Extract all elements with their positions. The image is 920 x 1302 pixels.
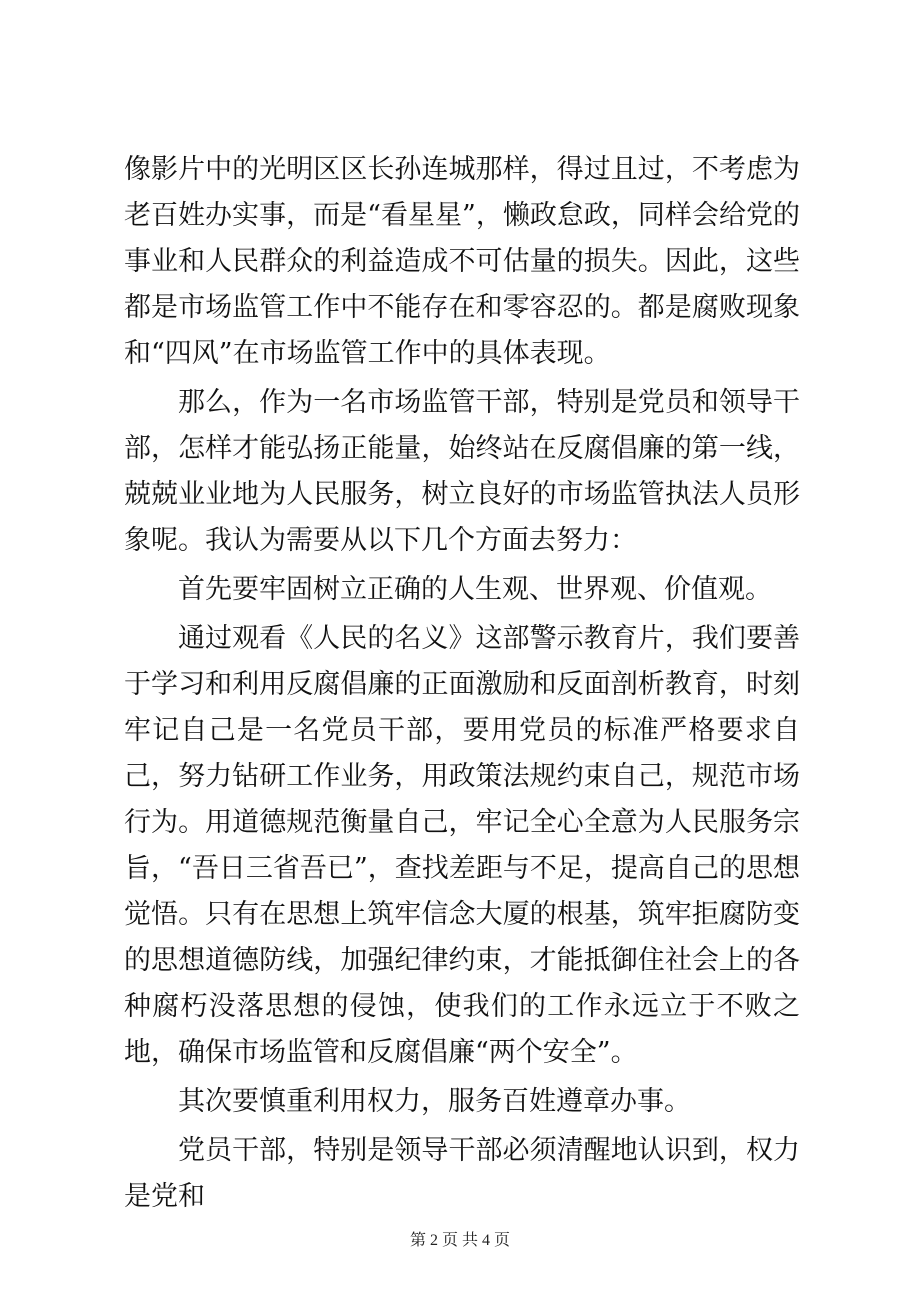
paragraph-1: 像影片中的光明区区长孙连城那样，得过且过，不考虑为老百姓办实事，而是“看星星”，懒政怠政，同样会给党的事业和人民群众的利益造成不可估量的损失。因此，这些都是市场监管工作中不能存在和零容忍的。都是腐败现象和“四风”在市场监管工作中的具体表现。 [124, 154, 800, 369]
document-body [124, 147, 800, 1223]
paragraph-5-heading: 其次要慎重利用权力，服务百姓遵章办事。 [178, 1086, 691, 1117]
page-footer: 第 2 页 共 4 页 [409, 1232, 510, 1249]
paragraph-4: 通过观看《人民的名义》这部警示教育片，我们要善于学习和利用反腐倡廉的正面激励和反面剖析教育，时刻牢记自己是一名党员干部，要用党员的标准严格要求自己，努力钻研工作业务，用政策法规约束自己，规范市场行为。用道德规范衡量自己，牢记全心全意为人民服务宗旨，“吾日三省吾已”，查找差距与不足，提高自己的思想觉悟。只有在思想上筑牢信念大厦的根基，筑牢拒腐防变的思想道德防线，加强纪律约束，才能抵御住社会上的各种腐朽没落思想的侵蚀，使我们的工作永远立于不败之地，确保市场监管和反腐倡廉“两个安全”。 [124, 623, 800, 1068]
paragraph-3-heading: 首先要牢固树立正确的人生观、世界观、价值观。 [178, 574, 772, 605]
paragraph-2: 那么，作为一名市场监管干部，特别是党员和领导干部，怎样才能弘扬正能量，始终站在反腐倡廉的第一线，兢兢业业地为人民服务，树立良好的市场监管执法人员形象呢。我认为需要从以下几个方面去努力： [124, 387, 800, 556]
paragraph-6: 党员干部，特别是领导干部必须清醒地认识到，权力是党和 [124, 1135, 800, 1212]
